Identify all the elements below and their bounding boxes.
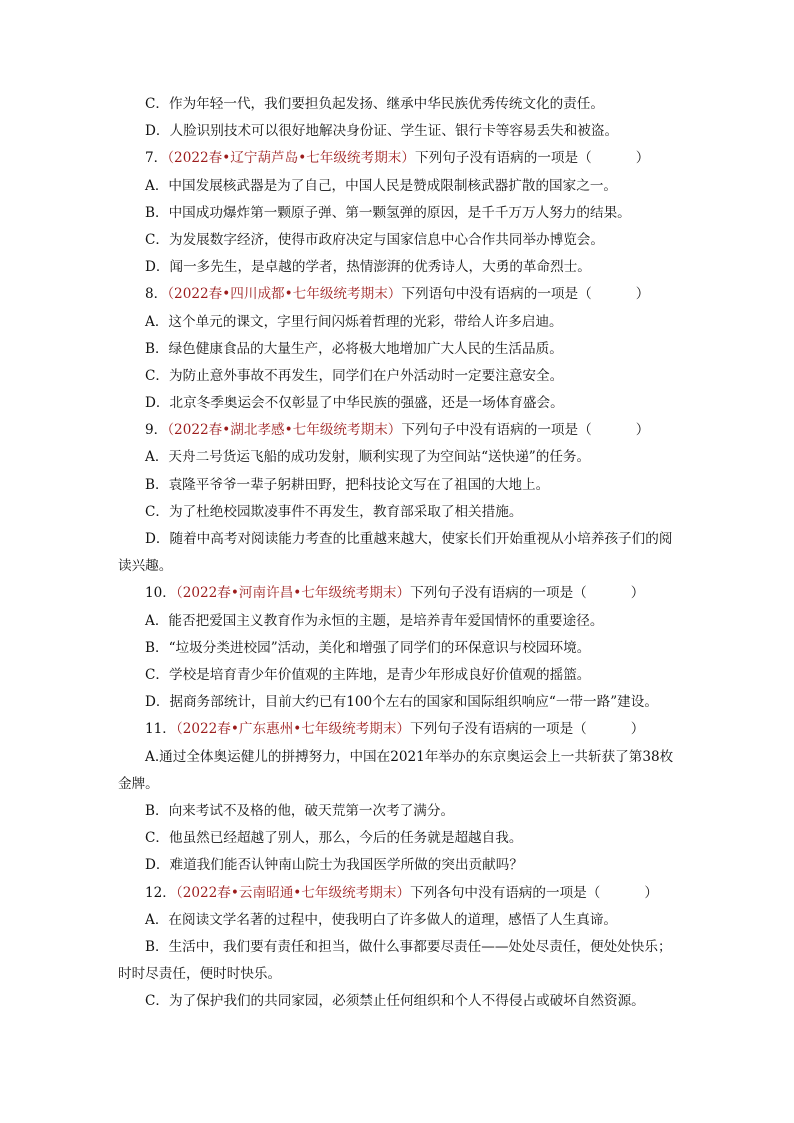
answer-paren-close: ） (635, 150, 650, 167)
option-d: D．随着中高考对阅读能力考查的比重越来越大，使家长们开始重视从小培养孩子们的阅读兴趣。 (118, 531, 673, 575)
question-12-stem (118, 880, 678, 907)
option-d: D．人脸识别技术可以很好地解决身份证、学生证、银行卡等容易丢失和被盗。 (145, 123, 619, 140)
option-a: A.通过全体奥运健儿的拼搏努力，中国在2021年举办的东京奥运会上一共斩获了第38枚金牌。 (118, 748, 674, 792)
question-7-stem (118, 145, 678, 172)
option-b: B．“垃圾分类进校园”活动，美化和增强了同学们的环保意识与校园环境。 (145, 639, 591, 656)
option-d: D．难道我们能否认钟南山院士为我国医学所做的突出贡献吗？ (145, 857, 523, 874)
question-8-stem (118, 281, 678, 308)
question-text: 下列句子没有语病的一项是（ (410, 721, 587, 738)
question-text: 下列句子中没有语病的一项是（ (401, 422, 592, 439)
question-source: （2022春•湖北孝感•七年级统考期末） (167, 422, 402, 439)
answer-paren-close: ） (630, 721, 645, 738)
question-number: 11． (145, 721, 176, 738)
question-text: 下列句子没有语病的一项是（ (410, 585, 587, 602)
option-b: B．中国成功爆炸第一颗原子弹、第一颗氢弹的原因，是千千万万人努力的结果。 (145, 204, 631, 221)
option-c: C．为发展数字经济，使得市政府决定与国家信息中心合作共同举办博览会。 (145, 231, 604, 248)
question-10-stem (118, 580, 678, 607)
option-b: B．生活中，我们要有责任和担当，做什么事都要尽责任——处处尽责任，便处处快乐；时时尽责任，便时时快乐。 (118, 938, 672, 983)
question-source: （2022春•河南许昌•七年级统考期末） (175, 585, 411, 602)
option-a: A．在阅读文学名著的过程中，使我明白了许多做人的道理，感悟了人生真谛。 (145, 911, 618, 928)
question-number: 7． (145, 150, 168, 167)
option-c: C．作为年轻一代，我们要担负起发扬、继承中华民族优秀传统文化的责任。 (145, 96, 604, 112)
question-text: 下列各句中没有语病的一项是（ (410, 884, 601, 901)
answer-paren-close: ） (644, 884, 658, 901)
option-d: D．北京冬季奥运会不仅彰显了中华民族的强盛，还是一场体育盛会。 (145, 395, 564, 412)
question-source: （2022春•四川成都•七年级统考期末） (167, 286, 402, 303)
option-c: C．他虽然已经超越了别人，那么，今后的任务就是超越自我。 (145, 830, 523, 847)
question-source: （2022春•辽宁葫芦岛•七年级统考期末） (167, 150, 415, 167)
option-c: C．学校是培育青少年价值观的主阵地，是青少年形成良好价值观的摇篮。 (145, 666, 591, 683)
option-a: A．中国发展核武器是为了自己，中国人民是赞成限制核武器扩散的国家之一。 (145, 177, 618, 194)
option-c: C．为了保护我们的共同家园，必须禁止任何组织和个人不得侵占或破坏自然资源。 (145, 993, 645, 1010)
question-text: 下列语句中没有语病的一项是（ (401, 286, 592, 303)
question-number: 9． (145, 422, 168, 439)
question-9-stem (118, 417, 678, 444)
option-b: B．绿色健康食品的大量生产，必将极大地增加广大人民的生活品质。 (145, 340, 563, 357)
option-b: B．向来考试不及格的他，破天荒第一次考了满分。 (145, 802, 455, 819)
option-b: B．袁隆平爷爷一辈子躬耕田野，把科技论文写在了祖国的大地上。 (145, 476, 550, 493)
question-number: 8． (145, 286, 168, 303)
answer-paren-close: ） (635, 286, 650, 303)
option-c: C．为了杜绝校园欺凌事件不再发生，教育部采取了相关措施。 (145, 503, 523, 520)
question-number: 12． (145, 884, 176, 901)
question-text: 下列句子没有语病的一项是（ (415, 150, 592, 167)
option-a: A．这个单元的课文，字里行间闪烁着哲理的光彩，带给人许多启迪。 (145, 313, 563, 330)
option-c: C．为防止意外事故不再发生，同学们在户外活动时一定要注意安全。 (145, 367, 564, 384)
question-11-stem (118, 716, 678, 743)
question-list (118, 91, 678, 1015)
question-source: （2022春•广东惠州•七年级统考期末） (175, 721, 411, 738)
answer-paren-close: ） (635, 422, 650, 439)
question-source: （2022春•云南昭通•七年级统考期末） (175, 884, 411, 901)
answer-paren-close: ） (630, 585, 645, 602)
option-d: D．闻一多先生，是卓越的学者，热情澎湃的优秀诗人，大勇的革命烈士。 (145, 259, 591, 276)
option-a: A．天舟二号货运飞船的成功发射，顺利实现了为空间站“送快递”的任务。 (145, 449, 591, 466)
option-d: D．据商务部统计，目前大约已有100个左右的国家和国际组织响应“一带一路”建设。 (145, 694, 658, 711)
option-a: A．能否把爱国主义教育作为永恒的主题，是培养青年爱国情怀的重要途径。 (145, 612, 604, 629)
question-number: 10． (145, 585, 176, 602)
